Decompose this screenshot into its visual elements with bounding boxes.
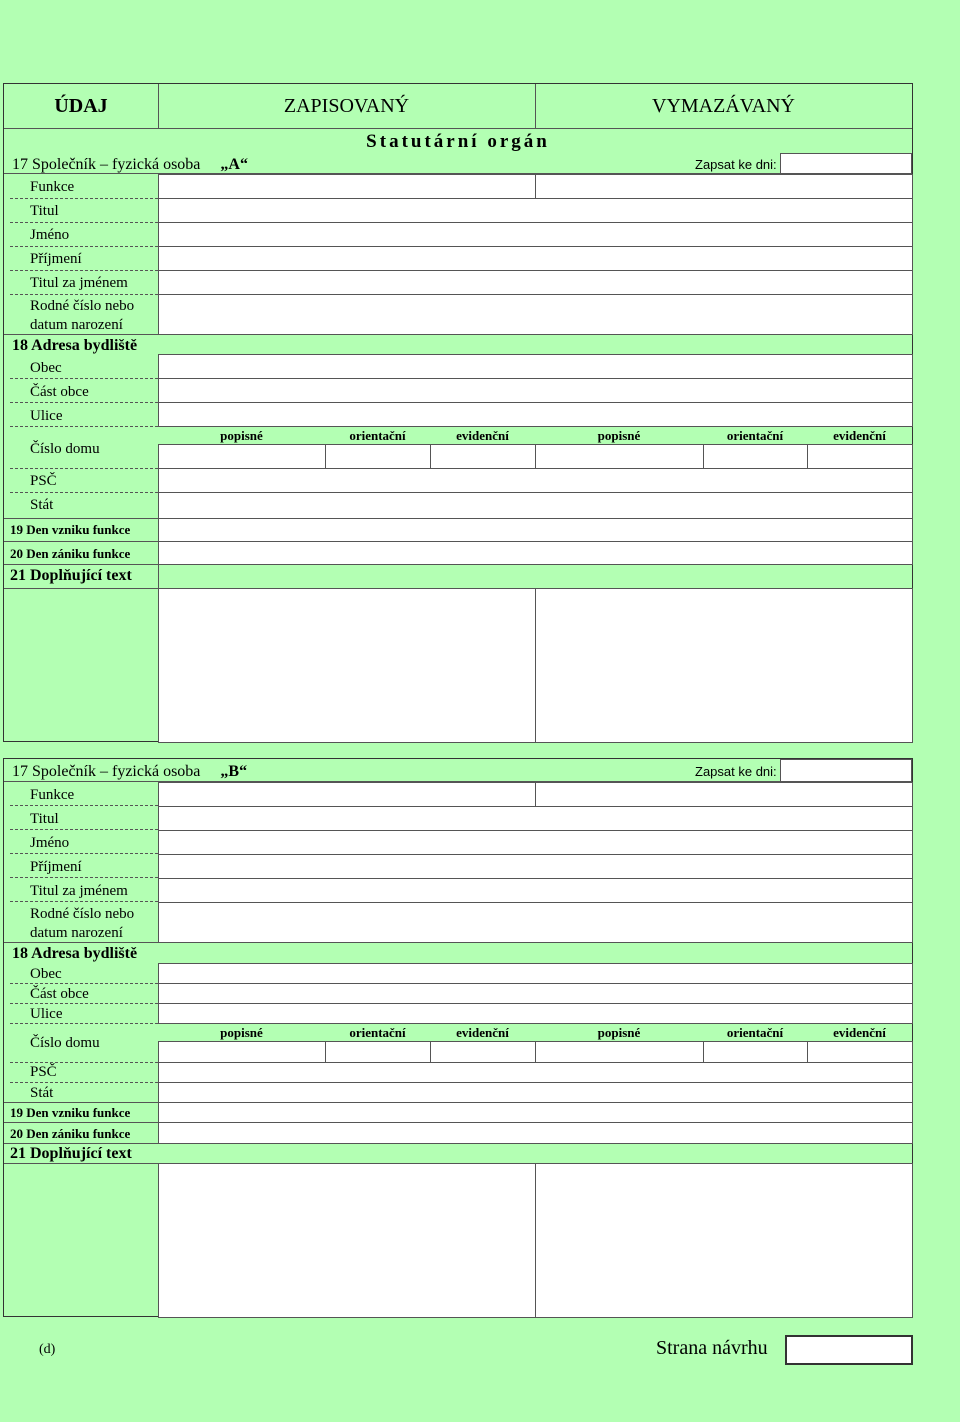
popisne-input-b-1[interactable] [158, 1041, 326, 1063]
label-titul-za-jmenem: Titul za jménem [30, 275, 128, 291]
section-b-letter: „B“ [220, 763, 248, 780]
obec-input-a[interactable] [158, 354, 913, 379]
stat-input-b[interactable] [158, 1082, 913, 1103]
label-adresa: 18 Adresa bydliště [12, 337, 138, 354]
column-header-vymazavany: VYMAZÁVANÝ [652, 95, 795, 117]
strana-navrhu-input[interactable] [785, 1335, 913, 1365]
jmeno-input-b[interactable] [158, 830, 913, 855]
evidencni-input-a-2[interactable] [807, 444, 913, 469]
doplnujici-vymazavany-a[interactable] [535, 588, 913, 743]
jmeno-input-a[interactable] [158, 222, 913, 247]
col-evidencni-2: evidenční [833, 428, 886, 443]
label-titul: Titul [30, 811, 59, 827]
rodne-cislo-input-a[interactable] [158, 294, 913, 335]
label-jmeno: Jméno [30, 835, 70, 851]
label-obec: Obec [30, 360, 62, 376]
label-psc: PSČ [30, 473, 57, 489]
label-adresa: 18 Adresa bydliště [12, 945, 138, 962]
footer-mark: (d) [39, 1342, 56, 1357]
col-popisne-2: popisné [597, 428, 641, 443]
evidencni-input-b-1[interactable] [430, 1041, 536, 1063]
column-header-zapisovany: ZAPISOVANÝ [283, 95, 410, 117]
label-den-vzniku: 19 Den vzniku funkce [10, 1105, 131, 1120]
funkce-zapisovany-a[interactable] [158, 174, 536, 199]
titul-input-b[interactable] [158, 806, 913, 831]
col-popisne-2: popisné [597, 1025, 641, 1040]
den-zaniku-input-b[interactable] [158, 1122, 913, 1144]
orientacni-input-b-1[interactable] [325, 1041, 431, 1063]
label-ulice: Ulice [30, 408, 63, 424]
col-evidencni-2: evidenční [833, 1025, 886, 1040]
ulice-input-b[interactable] [158, 1003, 913, 1024]
evidencni-input-b-2[interactable] [807, 1041, 913, 1063]
obec-input-b[interactable] [158, 963, 913, 984]
den-zaniku-input-a[interactable] [158, 541, 913, 565]
popisne-input-a-1[interactable] [158, 444, 326, 469]
label-cislo-domu: Číslo domu [30, 441, 100, 457]
label-prijmeni: Příjmení [30, 251, 82, 267]
col-orientacni-1: orientační [349, 428, 406, 443]
form-section-a [3, 83, 913, 742]
titul-za-input-a[interactable] [158, 270, 913, 295]
prijmeni-input-a[interactable] [158, 246, 913, 271]
label-den-zaniku: 20 Den zániku funkce [10, 1126, 131, 1141]
label-doplnujici-text: 21 Doplňující text [10, 1145, 132, 1162]
zapsat-ke-dni-label: Zapsat ke dni: [695, 764, 777, 779]
funkce-zapisovany-b[interactable] [158, 782, 536, 807]
label-cast-obce: Část obce [30, 986, 89, 1002]
label-cislo-domu: Číslo domu [30, 1035, 100, 1051]
label-den-zaniku: 20 Den zániku funkce [10, 546, 131, 561]
den-vzniku-input-b[interactable] [158, 1102, 913, 1123]
doplnujici-vymazavany-b[interactable] [535, 1163, 913, 1318]
label-jmeno: Jméno [30, 227, 70, 243]
cast-obce-input-a[interactable] [158, 378, 913, 403]
funkce-vymazavany-a[interactable] [535, 174, 913, 199]
col-popisne-1: popisné [220, 1025, 263, 1040]
label-titul-za-jmenem: Titul za jménem [30, 883, 128, 899]
label-den-vzniku: 19 Den vzniku funkce [10, 522, 131, 537]
titul-input-a[interactable] [158, 198, 913, 223]
label-obec: Obec [30, 966, 62, 982]
label-cast-obce: Část obce [30, 384, 89, 400]
col-popisne-1: popisné [220, 428, 263, 443]
orientacni-input-a-2[interactable] [703, 444, 808, 469]
label-rodne-cislo: Rodné číslo nebo [30, 298, 135, 314]
label-stat: Stát [30, 1085, 54, 1101]
label-datum-narozeni: datum narození [30, 317, 123, 333]
ulice-input-a[interactable] [158, 402, 913, 427]
zapsat-ke-dni-input-a[interactable] [780, 153, 912, 174]
label-funkce: Funkce [30, 787, 75, 803]
label-ulice: Ulice [30, 1006, 63, 1022]
funkce-vymazavany-b[interactable] [535, 782, 913, 807]
doplnujici-zapisovany-a[interactable] [158, 588, 536, 743]
orientacni-input-a-1[interactable] [325, 444, 431, 469]
doplnujici-zapisovany-b[interactable] [158, 1163, 536, 1318]
col-orientacni-2: orientační [726, 1025, 784, 1040]
popisne-input-b-2[interactable] [535, 1041, 704, 1063]
zapsat-ke-dni-input-b[interactable] [780, 759, 912, 782]
col-evidencni-1: evidenční [456, 428, 509, 443]
section-a-letter: „A“ [220, 156, 248, 173]
cast-obce-input-b[interactable] [158, 983, 913, 1004]
label-datum-narozeni: datum narození [30, 925, 123, 941]
label-titul: Titul [30, 203, 59, 219]
label-prijmeni: Příjmení [30, 859, 82, 875]
form-section-b [3, 758, 913, 1317]
label-funkce: Funkce [30, 179, 75, 195]
titul-za-input-b[interactable] [158, 878, 913, 903]
popisne-input-a-2[interactable] [535, 444, 704, 469]
label-stat: Stát [30, 497, 54, 513]
col-orientacni-2: orientační [726, 428, 784, 443]
den-vzniku-input-a[interactable] [158, 518, 913, 542]
orientacni-input-b-2[interactable] [703, 1041, 808, 1063]
col-orientacni-1: orientační [349, 1025, 406, 1040]
label-psc: PSČ [30, 1064, 57, 1080]
column-header-udaj: ÚDAJ [54, 95, 108, 117]
rodne-cislo-input-b[interactable] [158, 902, 913, 943]
label-rodne-cislo: Rodné číslo nebo [30, 906, 135, 922]
section-title: Statutární orgán [366, 131, 550, 152]
section-b-title: 17 Společník – fyzická osoba [12, 763, 201, 780]
strana-navrhu-label: Strana návrhu [656, 1337, 768, 1359]
label-doplnujici-text: 21 Doplňující text [10, 567, 132, 584]
zapsat-ke-dni-label: Zapsat ke dni: [695, 157, 777, 172]
evidencni-input-a-1[interactable] [430, 444, 536, 469]
psc-input-a[interactable] [158, 468, 913, 493]
prijmeni-input-b[interactable] [158, 854, 913, 879]
stat-input-a[interactable] [158, 492, 913, 519]
col-evidencni-1: evidenční [456, 1025, 509, 1040]
section-a-title: 17 Společník – fyzická osoba [12, 156, 201, 173]
psc-input-b[interactable] [158, 1062, 913, 1083]
